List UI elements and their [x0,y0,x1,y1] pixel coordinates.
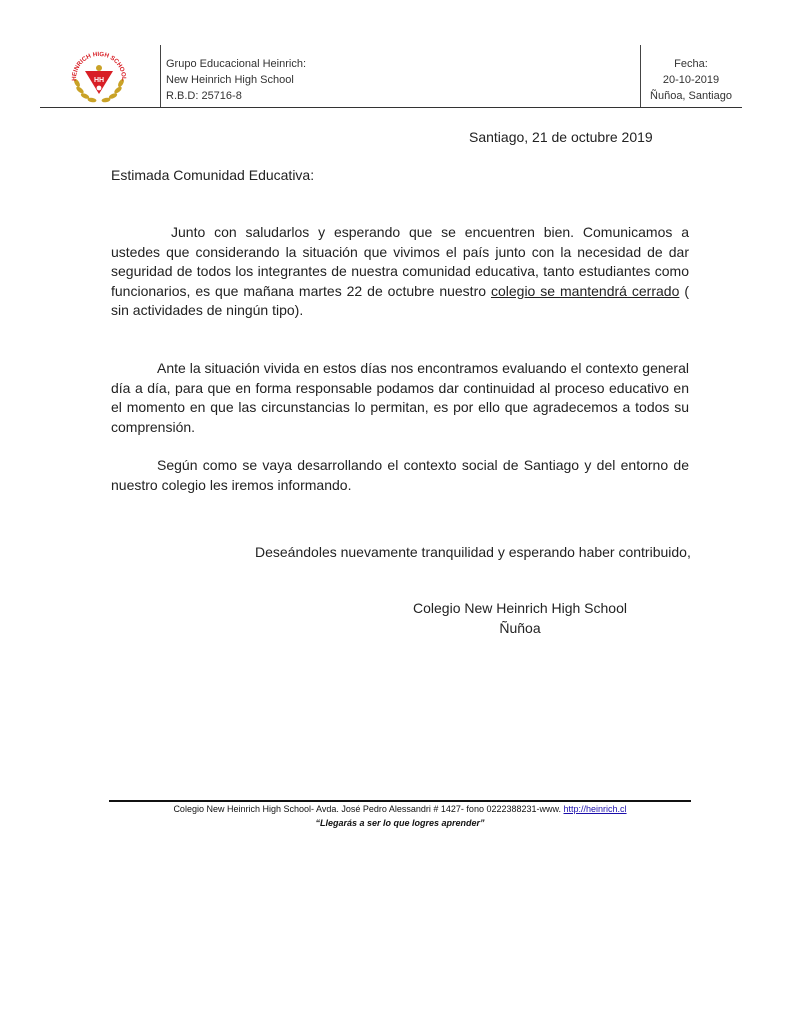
footer-address-text: Colegio New Heinrich High School- Avda. José Pedro Alessandri # 1427- fono 0222388231-www. [173,804,564,814]
letterhead [40,45,742,108]
organization-info [166,56,306,104]
school-crest-logo [68,49,130,105]
letter-place-date: Santiago, 21 de octubre 2019 [469,129,653,145]
date-value: 20-10-2019 [662,74,720,86]
signature-school: Colegio New Heinrich High School [413,600,627,616]
letter-signature [410,598,630,638]
footer-motto: “Llegarás a ser lo que logres aprender” [315,818,485,828]
letter-salutation: Estimada Comunidad Educativa: [111,167,315,183]
svg-text:HH: HH [93,77,105,84]
header-divider-left [160,45,161,107]
letter-closing: Deseándoles nuevamente tranquilidad y esperando haber contribuido, [255,544,691,560]
date-place: Ñuñoa, Santiago [650,90,732,102]
svg-text:HEINRICH HIGH SCHOOL: HEINRICH HIGH SCHOOL [70,50,128,81]
paragraph-1-end: ( sin actividades de ningún tipo). [111,282,689,318]
header-divider-right [640,45,641,107]
org-school-name: New Heinrich High School [166,74,294,86]
paragraph-3: Según como se vaya desarrollando el contexto social de Santiago y del entorno de nuestro colegio les iremos informando. [111,457,689,493]
signature-place: Ñuñoa [499,620,541,636]
paragraph-1-text: Junto con saludarlos y esperando que se encuentren bien. Comunicamos a ustedes que considerando la situación que vivimos el país junto con la necesidad de dar seguridad de todos los integrantes de nuestra comunidad educativa, tanto estudiantes como funcionarios, es que mañana martes 22 de octubre nuestro [111,224,689,299]
paragraph-2: Ante la situación vivida en estos días nos encontramos evaluando el contexto general día a día, para que en forma responsable podamos dar continuidad al proceso educativo en el momento en que las circunstancias lo permitan, es por ello que agradecemos a todos su comprensión. [111,360,689,435]
footer-divider [109,800,691,802]
paragraph-1 [111,223,689,321]
org-group-name: Grupo Educacional Heinrich: [166,58,307,70]
closure-notice: colegio se mantendrá cerrado [490,282,680,299]
footer-address [109,804,691,814]
date-info [646,56,736,104]
website-link[interactable]: http://heinrich.cl [563,804,627,814]
date-label: Fecha: [674,58,708,70]
org-rbd: R.B.D: 25716-8 [166,90,242,102]
